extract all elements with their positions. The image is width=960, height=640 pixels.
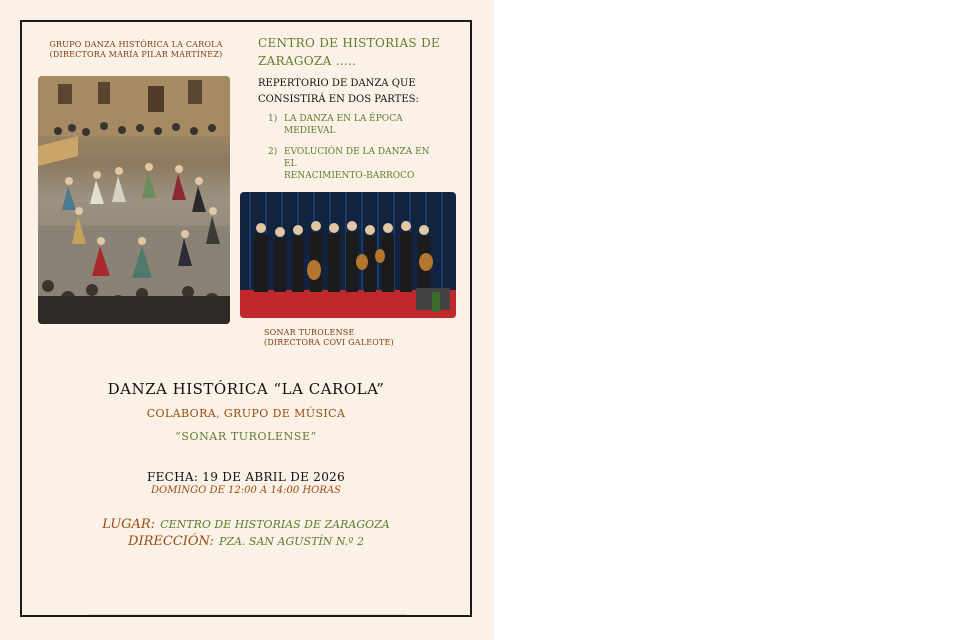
part-2-text (284, 146, 434, 182)
address-line (20, 530, 472, 549)
left-caption-director: (DIRECTORA MARÍA PILAR MARTÍNEZ) (49, 50, 223, 59)
repertoire-line1: REPERTORIO DE DANZA QUE (258, 78, 416, 89)
address-value: PZA. SAN AGUSTÍN N.º 2 (218, 535, 364, 548)
music-group-photo-drawing (240, 192, 456, 318)
center-title-line2: ZARAGOZA ….. (258, 54, 357, 68)
location-label: LUGAR: (102, 517, 156, 532)
part-2-line2: RENACIMIENTO-BARROCO (284, 171, 415, 181)
event-date: FECHA: 19 DE ABRIL DE 2026 (146, 470, 346, 484)
part-1-text (284, 113, 434, 137)
dancers-photo-drawing (38, 76, 230, 324)
location-value: CENTRO DE HISTORIAS DE ZARAGOZA (160, 518, 390, 531)
part-2-line1: EVOLUCIÓN DE LA DANZA EN EL (284, 147, 430, 169)
address-label: DIRECCIÓN: (128, 534, 214, 549)
part-1-line2: MEDIEVAL (284, 126, 336, 136)
group-name: “SONAR TUROLENSE” (175, 430, 317, 443)
repertoire-line2: CONSISTIRÁ EN DOS PARTES: (258, 94, 419, 105)
part-2-number: 2) (268, 147, 278, 157)
footer-divider (88, 614, 406, 615)
left-photo-caption (38, 40, 234, 60)
part-2 (268, 146, 448, 181)
music-group-on-stage-photo (240, 192, 456, 318)
right-caption-director: (DIRECTORA COVI GALEOTE) (264, 338, 394, 347)
part-1-number: 1) (268, 114, 278, 124)
right-photo-caption (264, 328, 464, 348)
part-1-line1: LA DANZA EN LA ÉPOCA (284, 114, 403, 124)
colabora-text: COLABORA, GRUPO DE MÚSICA (146, 407, 346, 420)
repertoire-text (258, 76, 458, 108)
left-caption-group: GRUPO DANZA HISTÓRICA LA CAROLA (49, 40, 223, 49)
right-caption-group: SONAR TUROLENSE (264, 328, 355, 337)
center-title (258, 34, 458, 70)
dancers-in-plaza-photo (38, 76, 230, 324)
main-title: DANZA HISTÓRICA “LA CAROLA” (107, 380, 385, 398)
event-time: DOMINGO DE 12:00 A 14:00 HORAS (151, 485, 341, 496)
part-1 (268, 113, 448, 137)
center-title-line1: CENTRO DE HISTORIAS DE (258, 36, 441, 50)
